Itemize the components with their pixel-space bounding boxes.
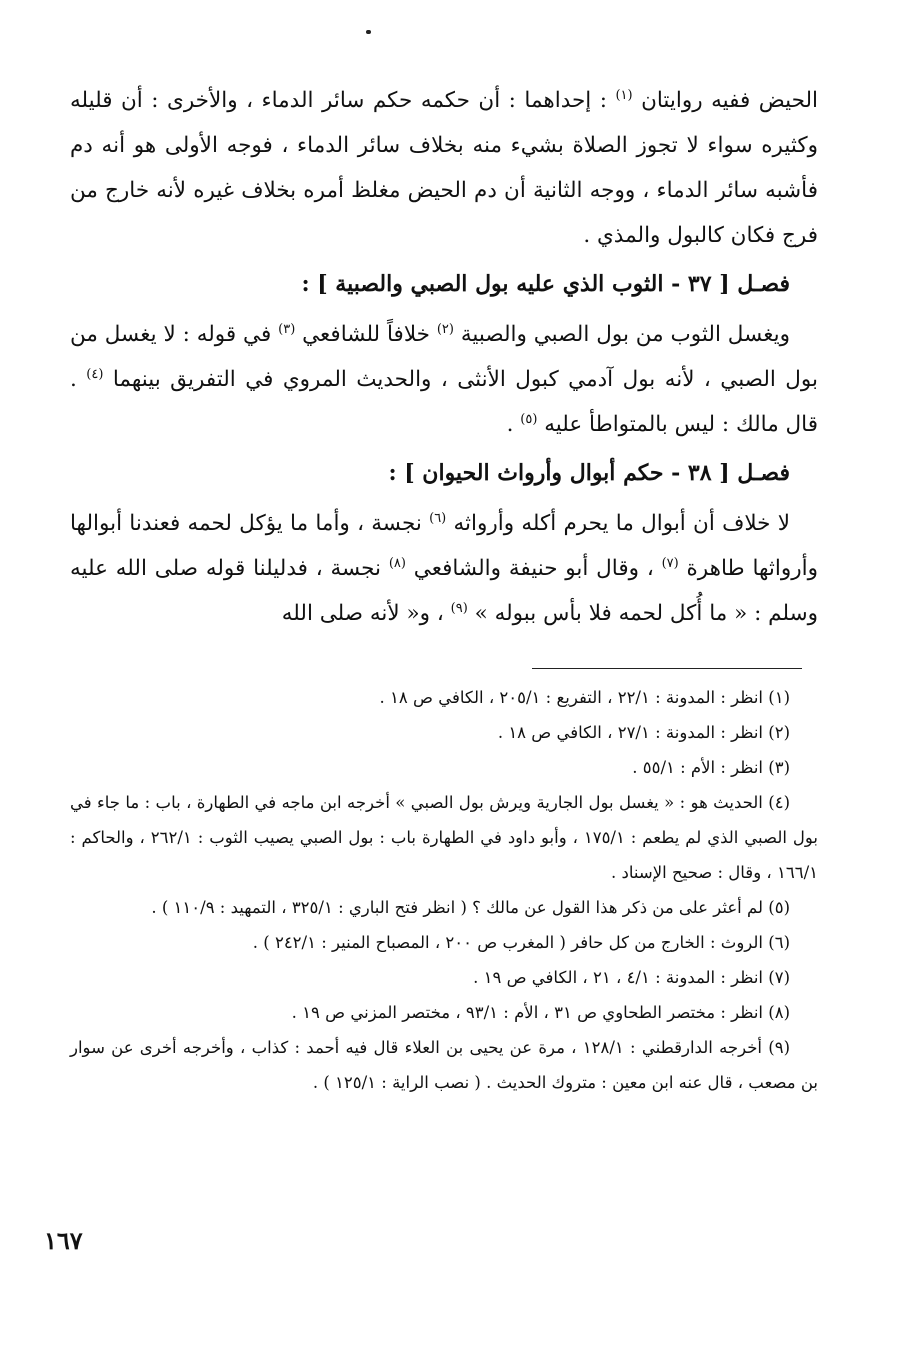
footnote-ref: (٨) <box>388 555 406 571</box>
footnote-2: (٢) انظر : المدونة : ٢٧/١ ، الكافي ص ١٨ . <box>497 723 790 742</box>
paragraph-3 <box>70 501 818 636</box>
section-heading-38: فصـل [ ٣٨ - حكم أبوال وأرواث الحيوان ] : <box>388 460 790 486</box>
footnote-9: (٩) أخرجه الدارقطني : ١٢٨/١ ، مرة عن يحيى بن العلاء قال فيه أحمد : كذاب ، وأخرجه أخرى عن سوار بن مصعب ، قال عنه ابن معين : متروك الحديث . ( نصب الراية : ١٢٥/١ ) . <box>70 1038 818 1092</box>
footnote-4: (٤) الحديث هو : « يغسل بول الجارية ويرش بول الصبي » أخرجه ابن ماجه في الطهارة ، باب : ما جاء في بول الصبي الذي لم يطعم : ١٧٥/١ ، وأبو داود في الطهارة باب : بول الصبي يصيب الثوب : ٢٦٢/١ ، والحاكم : ١٦٦/١ ، وقال : صحيح الإسناد . <box>70 793 818 882</box>
footnote-ref: (٧) <box>661 555 679 571</box>
footnote-ref: (٤) <box>86 366 104 382</box>
text-run: : إحداهما : أن حكمه حكم سائر الدماء ، والأخرى : أن قليله وكثيره سواء لا تجوز الصلاة بشيء منه بخلاف سائر الدماء ، فوجه الأولى هو أنه دم فأشبه سائر الدماء ، ووجه الثانية أن دم الحيض مغلظ أمره بخلاف غيره لأنه خارج من فرج فكان كالبول والمذي . <box>70 88 818 248</box>
section-heading-37: فصـل [ ٣٧ - الثوب الذي عليه بول الصبي والصبية ] : <box>301 271 790 297</box>
text-run: خلافاً للشافعي <box>295 322 437 347</box>
top-mark <box>366 30 371 34</box>
footnote-6: (٦) الروث : الخارج من كل حافر ( المغرب ص ٢٠٠ ، المصباح المنير : ٢٤٢/١ ) . <box>252 933 790 952</box>
text-run: نجسة ، فدليلنا قوله صلى الله عليه وسلم : « ما أُكل لحمه فلا بأس ببوله » <box>70 556 818 626</box>
text-run: نجسة ، وأما ما يؤكل لحمه فعندنا أبوالها وأرواثها طاهرة <box>70 511 819 581</box>
footnote-ref: (٣) <box>278 321 296 337</box>
text-run: ويغسل الثوب من بول الصبي والصبية <box>453 322 790 347</box>
footnote-ref: (٩) <box>450 600 468 616</box>
text-run: الحيض ففيه روايتان <box>632 88 819 113</box>
footnote-ref: (١) <box>615 87 633 103</box>
footnote-ref: (٥) <box>520 411 538 427</box>
footnote-3: (٣) انظر : الأم : ٥٥/١ . <box>632 758 790 777</box>
text-run: . <box>506 412 521 437</box>
footnote-8: (٨) انظر : مختصر الطحاوي ص ٣١ ، الأم : ٩٣/١ ، مختصر المزني ص ١٩ . <box>291 1003 790 1022</box>
paragraph-1 <box>70 78 818 258</box>
text-run: لا خلاف أن أبوال ما يحرم أكله وأرواثه <box>446 511 790 536</box>
text-run: . قال مالك : ليس بالمتواطأ عليه <box>70 367 818 437</box>
footnote-ref: (٢) <box>436 321 454 337</box>
page-number: ١٦٧ <box>44 1226 83 1255</box>
footnote-separator <box>532 668 802 669</box>
text-run: في قوله : لا يغسل من بول الصبي ، لأنه بول آدمي كبول الأنثى ، والحديث المروي في التفريق بينهما <box>70 322 818 392</box>
footnote-7: (٧) انظر : المدونة : ٤/١ ، ٢١ ، الكافي ص ١٩ . <box>473 968 790 987</box>
text-run: ، و« لأنه صلى الله <box>281 601 451 626</box>
footnote-1: (١) انظر : المدونة : ٢٢/١ ، التفريع : ٢٠٥/١ ، الكافي ص ١٨ . <box>379 688 790 707</box>
main-text <box>70 78 818 636</box>
footnote-ref: (٦) <box>429 510 447 526</box>
footnotes <box>70 680 818 1100</box>
text-run: ، وقال أبو حنيفة والشافعي <box>405 556 662 581</box>
paragraph-2 <box>70 312 818 447</box>
footnote-5: (٥) لم أعثر على من ذكر هذا القول عن مالك ؟ ( انظر فتح الباري : ٣٢٥/١ ، التمهيد : ١١٠/٩ ) . <box>151 898 790 917</box>
